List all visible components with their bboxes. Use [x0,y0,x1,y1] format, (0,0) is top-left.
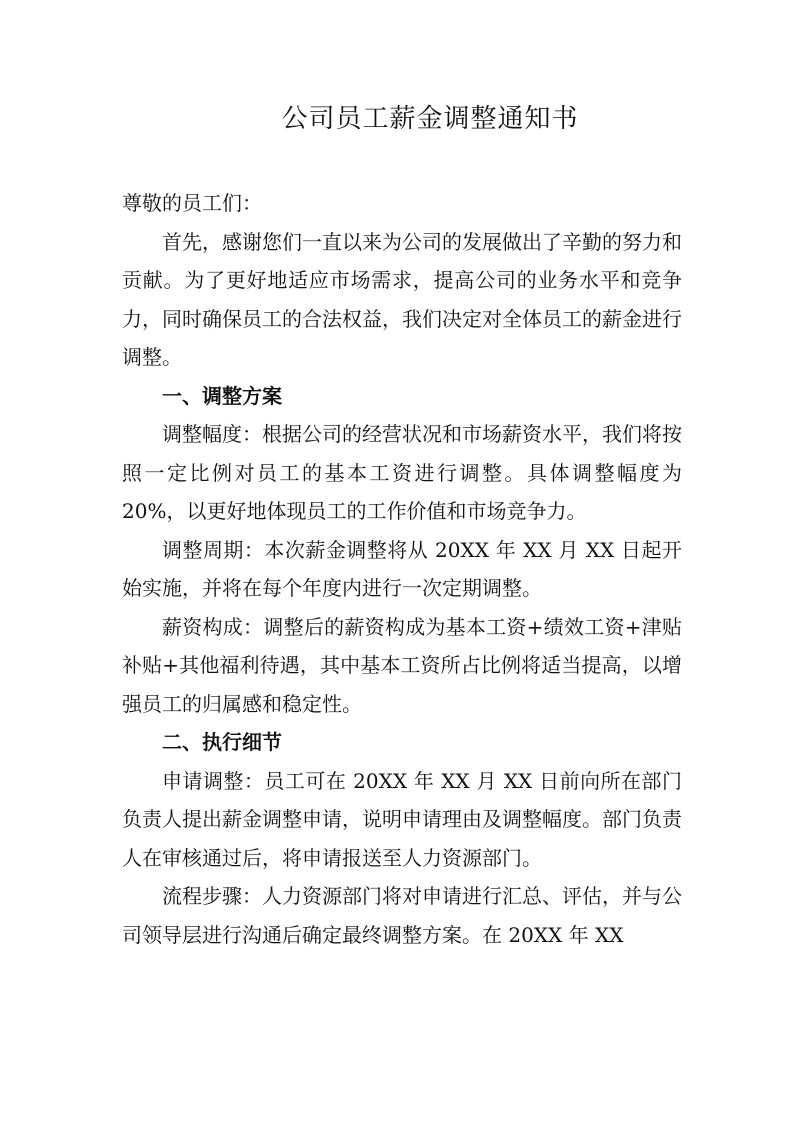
process-steps-paragraph: 流程步骤：人力资源部门将对申请进行汇总、评估，并与公司领导层进行沟通后确定最终调整方案。在 20XX 年 XX [122,884,682,947]
section-1-heading: 一、调整方案 [162,383,282,408]
adjustment-period-paragraph: 调整周期：本次薪金调整将从 20XX 年 XX 月 XX 日起开始实施，并将在每个年度内进行一次定期调整。 [122,537,682,600]
salary-structure-paragraph: 薪资构成：调整后的薪资构成为基本工资+绩效工资+津贴补贴+其他福利待遇，其中基本工资所占比例将适当提高，以增强员工的归属感和稳定性。 [122,614,682,716]
section-2-heading: 二、执行细节 [162,730,282,754]
adjustment-range-paragraph: 调整幅度：根据公司的经营状况和市场薪资水平，我们将按照一定比例对员工的基本工资进行调整。具体调整幅度为 20%，以更好地体现员工的工作价值和市场竞争力。 [122,422,682,523]
document-body [122,184,682,954]
intro-paragraph: 首先，感谢您们一直以来为公司的发展做出了辛勤的努力和贡献。为了更好地适应市场需求，提高公司的业务水平和竞争力，同时确保员工的合法权益，我们决定对全体员工的薪金进行调整。 [122,229,682,369]
application-paragraph: 申请调整：员工可在 20XX 年 XX 月 XX 日前向所在部门负责人提出薪金调整申请，说明申请理由及调整幅度。部门负责人在审核通过后，将申请报送至人力资源部门。 [122,768,682,870]
salutation: 尊敬的员工们： [122,191,262,215]
document-title: 公司员工薪金调整通知书 [281,104,579,134]
